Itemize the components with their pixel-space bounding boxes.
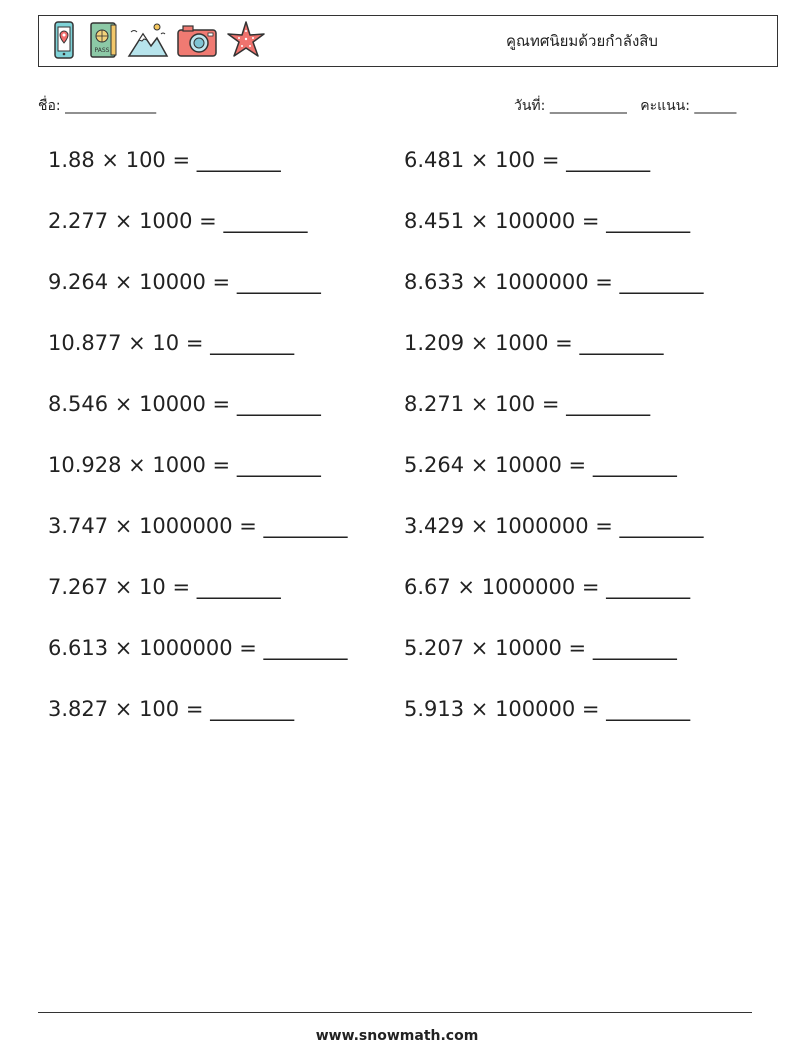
problem-item: 10.928 × 1000 = ________ <box>48 453 321 477</box>
icon-strip <box>49 20 273 64</box>
name-blank: _____________ <box>65 98 157 114</box>
name-label: ชื่อ: <box>38 98 61 114</box>
problem-row <box>48 689 768 750</box>
problem-item: 1.209 × 1000 = ________ <box>404 331 664 355</box>
problem-item: 8.451 × 100000 = ________ <box>404 209 691 233</box>
date-score-field <box>514 95 736 117</box>
worksheet-title: คูณทศนิยมด้วยกำลังสิบ <box>506 32 658 50</box>
svg-text:PASS: PASS <box>94 47 110 54</box>
problem-item: 7.267 × 10 = ________ <box>48 575 281 599</box>
problem-row <box>48 140 768 201</box>
problem-item: 6.481 × 100 = ________ <box>404 148 651 172</box>
passport-icon <box>85 20 121 64</box>
problem-item: 3.429 × 1000000 = ________ <box>404 514 704 538</box>
problem-item: 6.613 × 1000000 = ________ <box>48 636 348 660</box>
problem-item: 1.88 × 100 = ________ <box>48 148 281 172</box>
camera-icon <box>175 20 219 64</box>
problem-row <box>48 506 768 567</box>
score-blank: ______ <box>694 98 737 114</box>
problem-row <box>48 201 768 262</box>
problem-row <box>48 323 768 384</box>
problem-item: 3.827 × 100 = ________ <box>48 697 295 721</box>
footer-divider <box>38 1012 752 1013</box>
phone-location-icon <box>49 20 79 64</box>
problem-item: 5.913 × 100000 = ________ <box>404 697 691 721</box>
score-label: คะแนน: <box>640 98 690 114</box>
footer-website: www.snowmath.com <box>315 1028 479 1044</box>
problem-item: 8.271 × 100 = ________ <box>404 392 651 416</box>
problem-row <box>48 628 768 689</box>
problem-item: 3.747 × 1000000 = ________ <box>48 514 348 538</box>
starfish-icon <box>225 19 267 65</box>
header-box <box>38 15 778 67</box>
date-blank: ___________ <box>549 98 627 114</box>
problem-item: 5.207 × 10000 = ________ <box>404 636 677 660</box>
problem-item: 2.277 × 1000 = ________ <box>48 209 308 233</box>
problem-item: 8.546 × 10000 = ________ <box>48 392 321 416</box>
problem-row <box>48 384 768 445</box>
problem-item: 9.264 × 10000 = ________ <box>48 270 321 294</box>
problem-row <box>48 445 768 506</box>
problem-item: 5.264 × 10000 = ________ <box>404 453 677 477</box>
name-field <box>38 95 156 117</box>
problem-row <box>48 262 768 323</box>
problem-grid <box>48 140 768 750</box>
problem-item: 8.633 × 1000000 = ________ <box>404 270 704 294</box>
problem-item: 6.67 × 1000000 = ________ <box>404 575 691 599</box>
problem-row <box>48 567 768 628</box>
problem-item: 10.877 × 10 = ________ <box>48 331 295 355</box>
mountains-icon <box>127 20 169 64</box>
date-label: วันที่: <box>514 98 546 114</box>
